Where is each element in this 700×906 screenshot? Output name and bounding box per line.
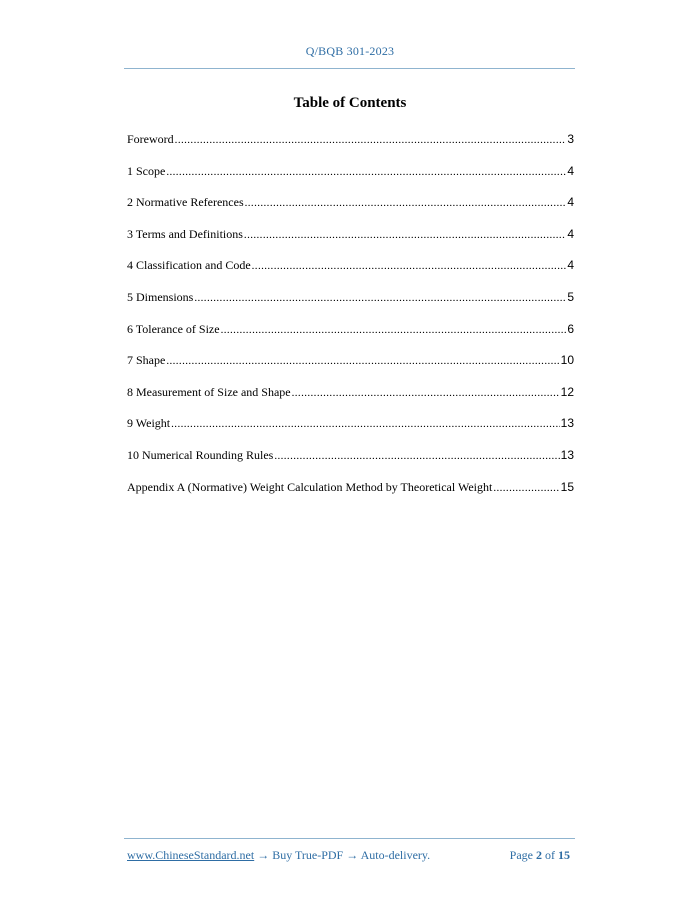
of-word: of <box>545 848 555 862</box>
toc-dot-leader <box>166 166 566 178</box>
toc-entry-label: Foreword <box>127 132 174 146</box>
toc-entry-page-number: 4 <box>567 226 574 241</box>
toc-entry-label: 9 Weight <box>127 416 171 431</box>
document-code-header: Q/BQB 301-2023 <box>305 44 395 58</box>
toc-dot-leader <box>221 324 567 336</box>
toc-entry[interactable] <box>127 385 574 417</box>
toc-entry[interactable] <box>127 416 574 448</box>
toc-entry-page-number: 15 <box>560 479 574 494</box>
toc-list <box>127 132 574 511</box>
toc-entry-label: Appendix A (Normative) Weight Calculation Method by Theoretical Weight <box>127 479 493 494</box>
toc-entry-page-number: 5 <box>567 289 574 304</box>
toc-dot-leader <box>252 260 567 272</box>
toc-dot-leader <box>166 355 559 367</box>
toc-entry[interactable] <box>127 227 574 259</box>
arrow-right-icon: → <box>257 848 270 862</box>
toc-entry-label: 7 Shape <box>127 353 166 368</box>
footer-divider <box>124 838 575 839</box>
toc-dot-leader <box>171 418 559 430</box>
total-pages-number: 15 <box>558 848 570 862</box>
toc-dot-leader <box>244 229 566 241</box>
toc-entry-page-number: 6 <box>567 321 574 336</box>
toc-entry[interactable] <box>127 164 574 196</box>
toc-entry-page-number: 13 <box>560 416 574 431</box>
toc-entry-label: 1 Scope <box>127 163 166 178</box>
toc-entry-label: 2 Normative References <box>127 195 244 210</box>
toc-entry-page-number: 3 <box>567 132 574 146</box>
toc-entry-page-number: 13 <box>560 447 574 462</box>
auto-delivery-text: Auto-delivery. <box>360 848 431 862</box>
toc-dot-leader <box>245 197 567 209</box>
toc-entry[interactable] <box>127 448 574 480</box>
page-word: Page <box>509 848 533 862</box>
toc-entry-label: 5 Dimensions <box>127 289 194 304</box>
toc-entry[interactable] <box>127 322 574 354</box>
toc-entry[interactable] <box>127 132 574 164</box>
toc-entry-label: 8 Measurement of Size and Shape <box>127 384 291 399</box>
toc-dot-leader <box>194 292 566 304</box>
footer-promo <box>127 848 430 863</box>
toc-entry-page-number: 12 <box>560 384 574 399</box>
header-divider <box>124 68 575 69</box>
toc-entry[interactable] <box>127 353 574 385</box>
toc-dot-leader <box>493 482 559 494</box>
toc-entry-label: 3 Terms and Definitions <box>127 226 243 241</box>
toc-entry-label: 10 Numerical Rounding Rules <box>127 447 274 462</box>
buy-pdf-text: Buy True-PDF <box>272 848 344 862</box>
toc-title: Table of Contents <box>293 95 407 111</box>
toc-entry[interactable] <box>127 195 574 227</box>
toc-entry-page-number: 4 <box>567 163 574 178</box>
toc-dot-leader <box>175 134 567 146</box>
toc-entry-page-number: 4 <box>567 195 574 210</box>
current-page-number: 2 <box>536 848 542 862</box>
toc-entry[interactable] <box>127 258 574 290</box>
toc-dot-leader <box>292 387 560 399</box>
toc-entry-label: 4 Classification and Code <box>127 258 251 273</box>
toc-entry[interactable] <box>127 290 574 322</box>
toc-entry-page-number: 4 <box>567 258 574 273</box>
arrow-right-icon: → <box>346 848 359 862</box>
page-indicator <box>510 848 570 863</box>
toc-dot-leader <box>274 450 559 462</box>
toc-entry[interactable] <box>127 480 574 512</box>
toc-entry-label: 6 Tolerance of Size <box>127 321 220 336</box>
website-link[interactable]: www.ChineseStandard.net <box>127 848 255 862</box>
toc-entry-page-number: 10 <box>560 353 574 368</box>
